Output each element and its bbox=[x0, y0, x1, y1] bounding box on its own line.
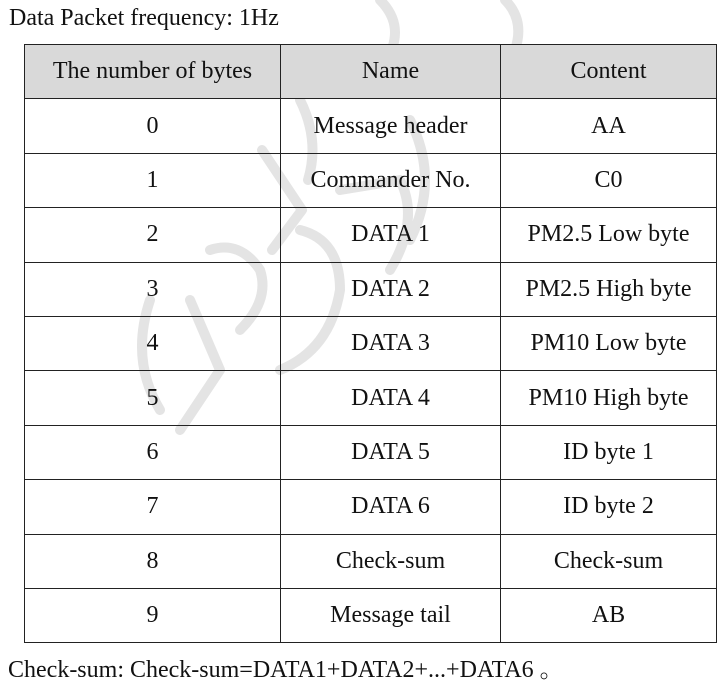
name-cell: DATA 4 bbox=[281, 371, 501, 425]
data-packet-table bbox=[24, 44, 717, 643]
byte-number-cell: 9 bbox=[25, 588, 281, 642]
byte-number-cell: 5 bbox=[25, 371, 281, 425]
content-cell: AA bbox=[501, 99, 717, 153]
table-row bbox=[25, 371, 717, 425]
table-row bbox=[25, 480, 717, 534]
byte-number-cell: 7 bbox=[25, 480, 281, 534]
name-cell: DATA 6 bbox=[281, 480, 501, 534]
byte-number-cell: 0 bbox=[25, 99, 281, 153]
checksum-caption: Check-sum: Check-sum=DATA1+DATA2+...+DATA6 。 bbox=[8, 657, 564, 683]
byte-number-cell: 3 bbox=[25, 262, 281, 316]
content-cell: Check-sum bbox=[501, 534, 717, 588]
column-header-bytes: The number of bytes bbox=[25, 45, 281, 99]
table-row bbox=[25, 262, 717, 316]
content-cell: ID byte 1 bbox=[501, 425, 717, 479]
content-cell: C0 bbox=[501, 153, 717, 207]
name-cell: Commander No. bbox=[281, 153, 501, 207]
byte-number-cell: 1 bbox=[25, 153, 281, 207]
name-cell: DATA 1 bbox=[281, 208, 501, 262]
table-row bbox=[25, 208, 717, 262]
name-cell: Message tail bbox=[281, 588, 501, 642]
byte-number-cell: 2 bbox=[25, 208, 281, 262]
table-header-row bbox=[25, 45, 717, 99]
column-header-content: Content bbox=[501, 45, 717, 99]
name-cell: DATA 5 bbox=[281, 425, 501, 479]
table-row bbox=[25, 425, 717, 479]
byte-number-cell: 6 bbox=[25, 425, 281, 479]
packet-frequency-caption: Data Packet frequency: 1Hz bbox=[9, 5, 279, 31]
content-cell: ID byte 2 bbox=[501, 480, 717, 534]
table-row bbox=[25, 153, 717, 207]
table-row bbox=[25, 534, 717, 588]
name-cell: Check-sum bbox=[281, 534, 501, 588]
content-cell: PM10 High byte bbox=[501, 371, 717, 425]
byte-number-cell: 8 bbox=[25, 534, 281, 588]
table-row bbox=[25, 99, 717, 153]
content-cell: PM10 Low byte bbox=[501, 316, 717, 370]
table-row bbox=[25, 588, 717, 642]
column-header-name: Name bbox=[281, 45, 501, 99]
content-cell: AB bbox=[501, 588, 717, 642]
content-cell: PM2.5 Low byte bbox=[501, 208, 717, 262]
content-cell: PM2.5 High byte bbox=[501, 262, 717, 316]
name-cell: Message header bbox=[281, 99, 501, 153]
name-cell: DATA 2 bbox=[281, 262, 501, 316]
table-row bbox=[25, 316, 717, 370]
byte-number-cell: 4 bbox=[25, 316, 281, 370]
name-cell: DATA 3 bbox=[281, 316, 501, 370]
